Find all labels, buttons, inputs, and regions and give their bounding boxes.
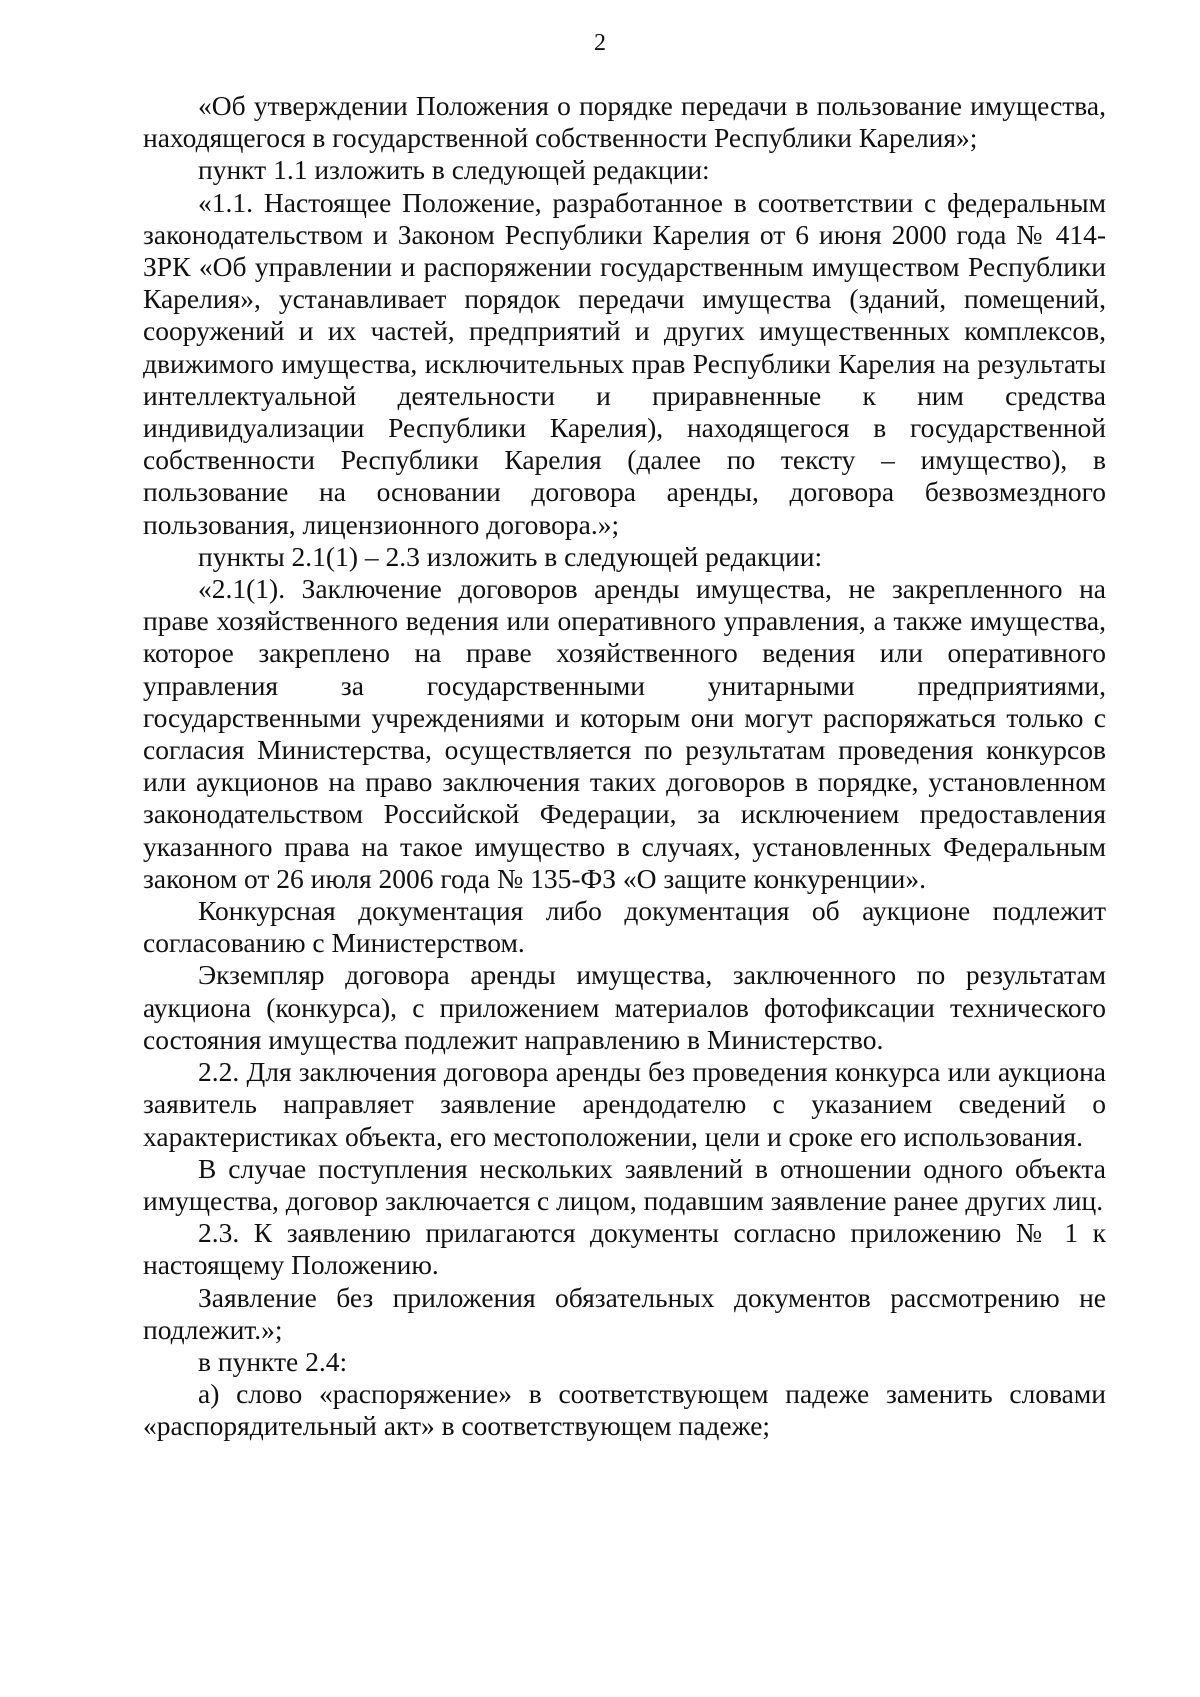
paragraph-tender-docs: Конкурсная документация либо документация об аукционе подлежит согласованию с Министерством.: [143, 895, 1106, 959]
document-body: [143, 90, 1106, 1443]
paragraph-no-docs: Заявление без приложения обязательных документов рассмотрению не подлежит.»;: [143, 1281, 1106, 1345]
paragraph-clause-2-4: в пункте 2.4:: [198, 1345, 348, 1377]
paragraph-clause-2-3: 2.3. К заявлению прилагаются документы согласно приложению № 1 к настоящему Положению.: [143, 1217, 1106, 1281]
paragraph-item-a: а) слово «распоряжение» в соответствующем падеже заменить словами «распорядительный акт» в соответствующем падеже;: [143, 1378, 1106, 1442]
paragraph-amend-2-1-2-3: пункты 2.1(1) – 2.3 изложить в следующей редакции:: [198, 540, 823, 572]
paragraph-clause-2-1-1: «2.1(1). Заключение договоров аренды имущества, не закрепленного на праве хозяйственного ведения или оперативного управления, а также имущества, которое закреплено на праве хозяйственного ведения или оперативного управления за государственными унитарными предприятиями, государственными учреждениями и которым они могут распоряжаться только с согласия Министерства, осуществляется по результатам проведения конкурсов или аукционов на право заключения таких договоров в порядке, установленном законодательством Российской Федерации, за исключением предоставления указанного права на такое имущество в случаях, установленных Федеральным законом от 26 июля 2006 года № 135-ФЗ «О защите конкуренции».: [143, 573, 1106, 894]
paragraph-amend-1-1: пункт 1.1 изложить в следующей редакции:: [198, 154, 710, 186]
paragraph-lease-copy: Экземпляр договора аренды имущества, заключенного по результатам аукциона (конкурса), с приложением материалов фотофиксации технического состояния имущества подлежит направлению в Министерство.: [143, 959, 1106, 1055]
paragraph-title-reference: «Об утверждении Положения о порядке передачи в пользование имущества, находящегося в государственной собственности Республики Карелия»;: [143, 90, 1106, 154]
page-number: 2: [594, 30, 606, 56]
paragraph-clause-1-1: «1.1. Настоящее Положение, разработанное в соответствии с федеральным законодательством и Законом Республики Карелия от 6 июня 2000 года № 414-ЗРК «Об управлении и распоряжении государственным имуществом Республики Карелия», устанавливает порядок передачи имущества (зданий, помещений, сооружений и их частей, предприятий и других имущественных комплексов, движимого имущества, исключительных прав Республики Карелия на результаты интеллектуальной деятельности и приравненные к ним средства индивидуализации Республики Карелия), находящегося в государственной собственности Республики Карелия (далее по тексту – имущество), в пользование на основании договора аренды, договора безвозмездного пользования, лицензионного договора.»;: [143, 186, 1106, 540]
paragraph-clause-2-2: 2.2. Для заключения договора аренды без проведения конкурса или аукциона заявитель направляет заявление арендодателю с указанием сведений о характеристиках объекта, его местоположении, цели и сроке его использования.: [143, 1056, 1106, 1152]
paragraph-multiple-applications: В случае поступления нескольких заявлений в отношении одного объекта имущества, договор заключается с лицом, подавшим заявление ранее других лиц.: [143, 1152, 1106, 1216]
